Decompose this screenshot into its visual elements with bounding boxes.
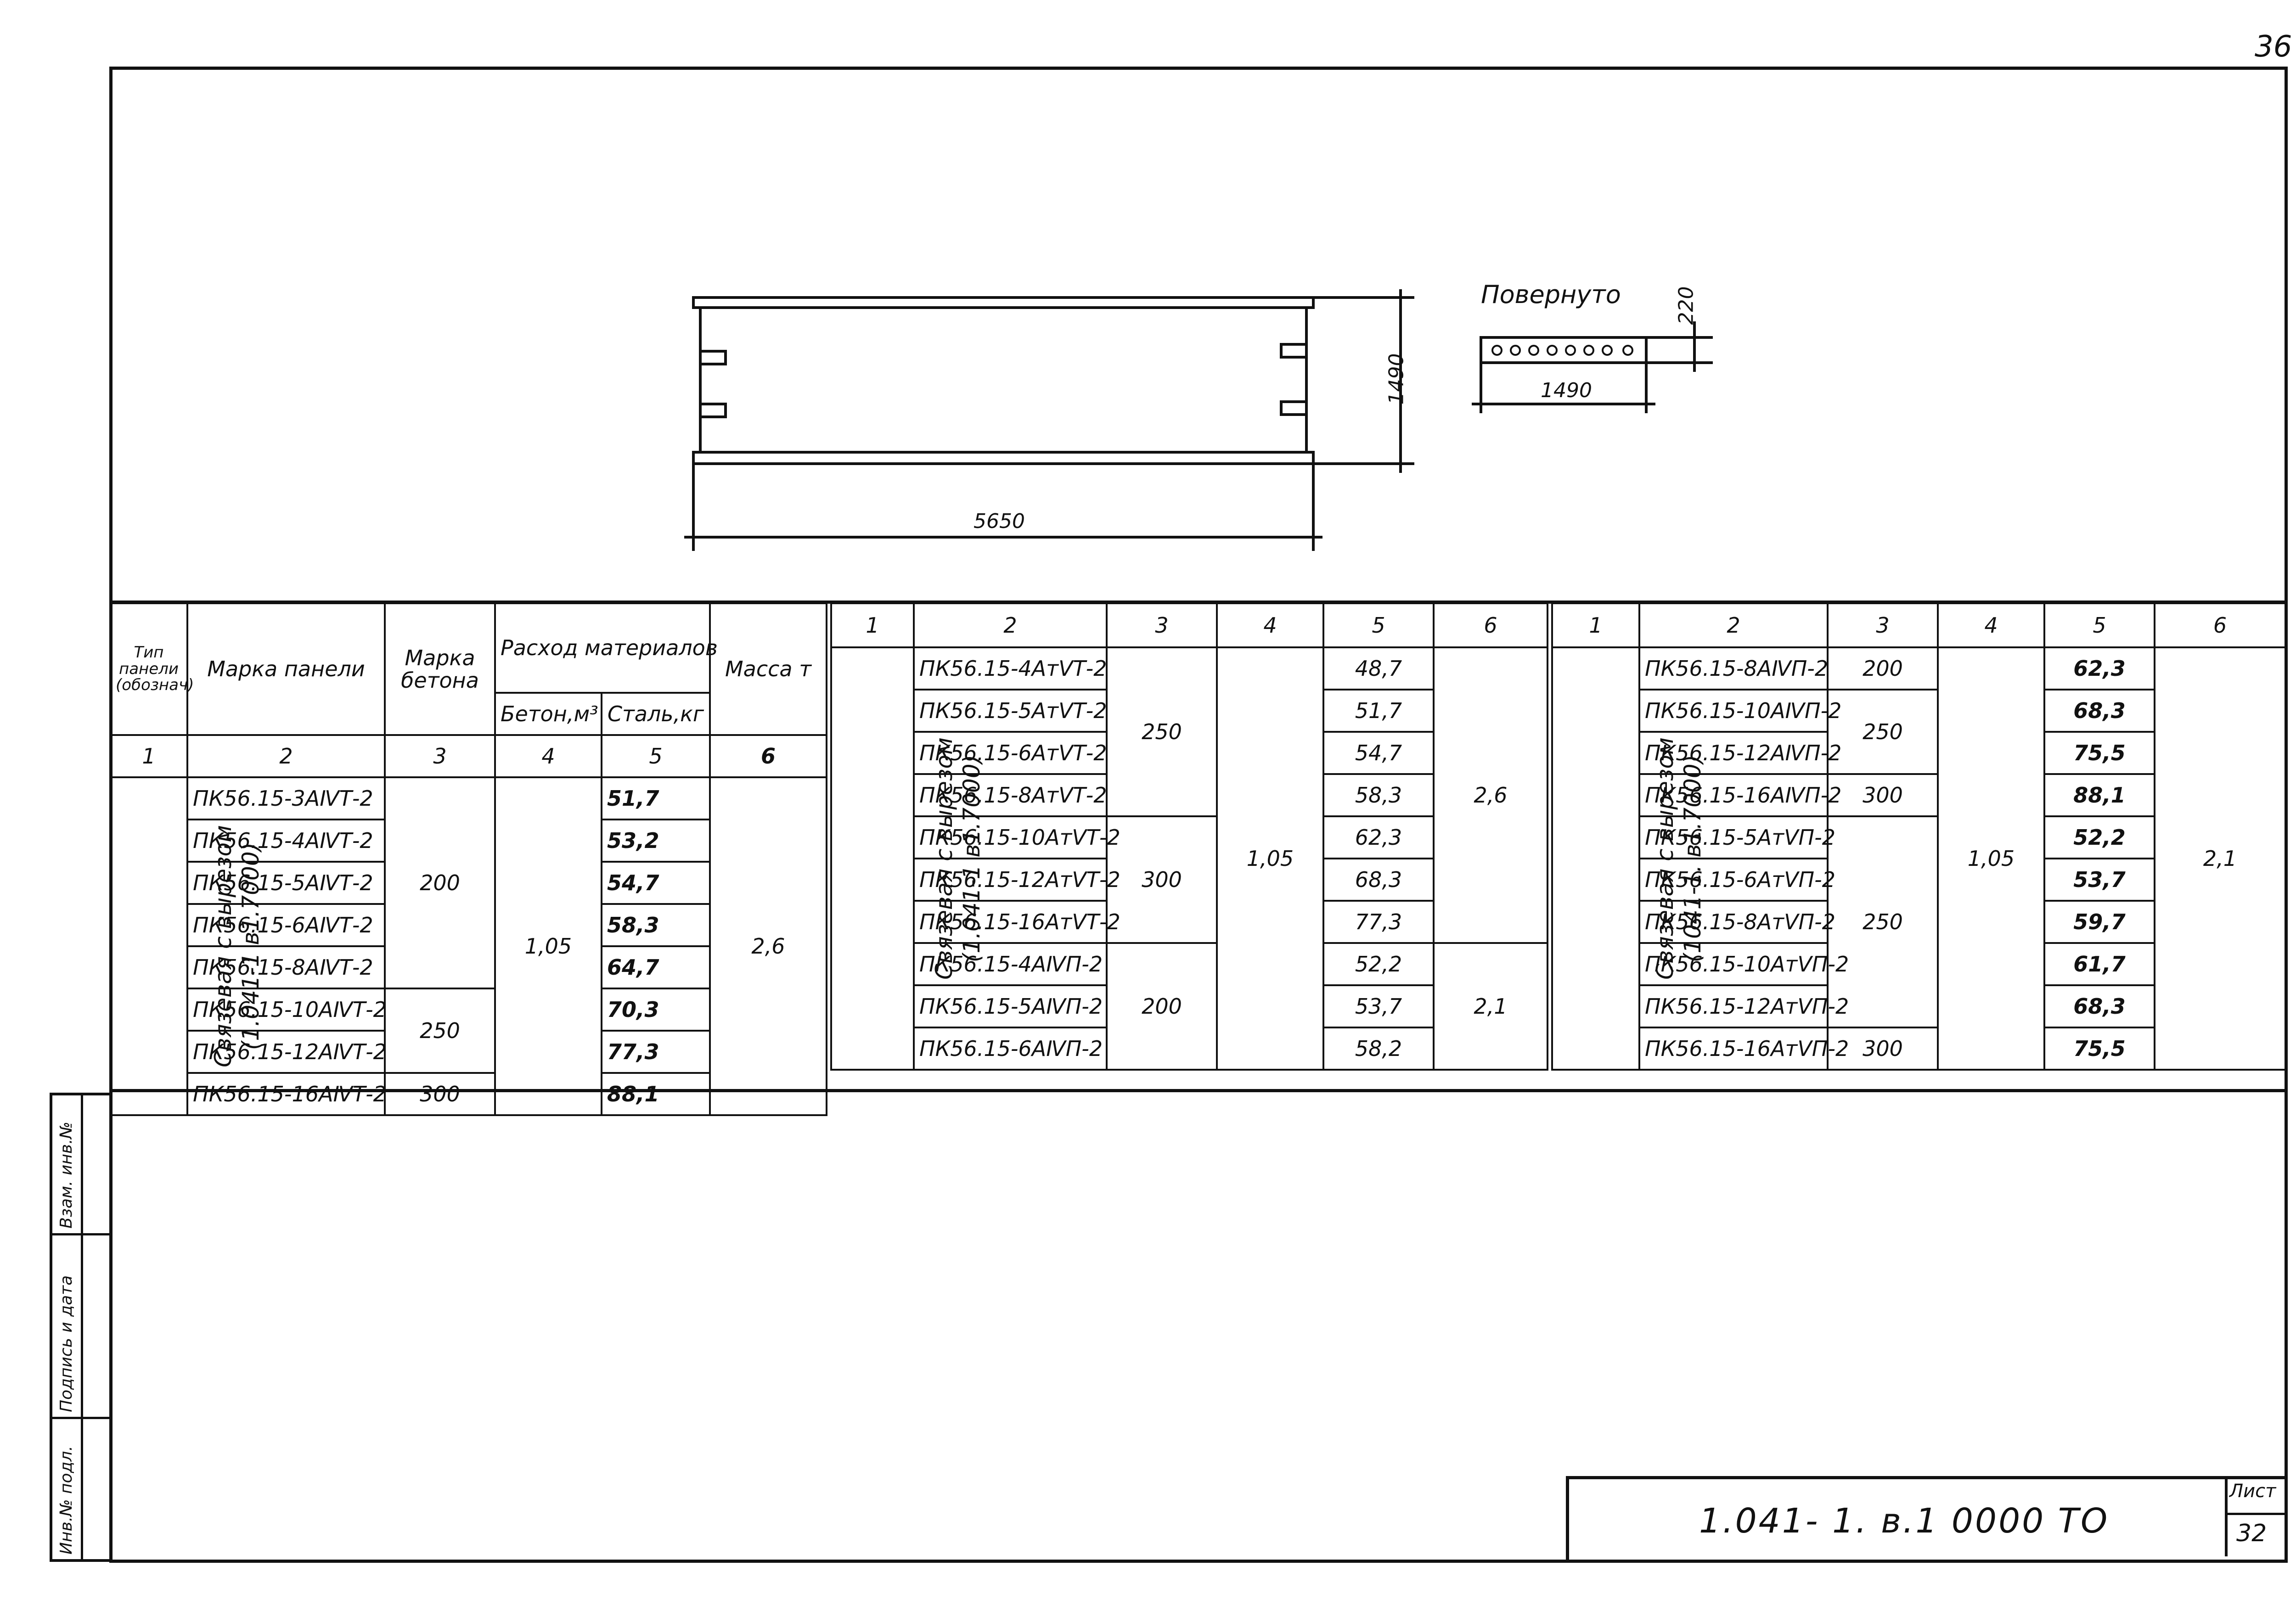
table-row: ПК56.15-6АⅣТ-2: [187, 904, 385, 946]
type-label: Связевая с вырезом (1.041-1 в1.7000): [209, 825, 264, 1067]
header-consumption: Расход материалов: [495, 603, 710, 693]
type-cell: [831, 647, 985, 1070]
col-num-1: 1: [1552, 603, 1639, 647]
steel-cell: 68,3: [1323, 859, 1434, 901]
dim-length: 5650: [974, 510, 1025, 533]
type-label: Связевая с вырезом (1041-1. в1.7000): [1651, 737, 1706, 980]
notch-left-bottom: [700, 404, 726, 417]
steel-cell: 75,5: [2044, 1027, 2155, 1070]
table-row: ПК56.15-16АⅣП-2: [1639, 774, 1828, 816]
dim-rot-thickness: 220: [1674, 286, 1698, 325]
panel-outline: [693, 298, 1313, 464]
header-type: Тип панели (обознач): [110, 603, 187, 735]
steel-cell: 58,3: [602, 904, 710, 946]
concrete-group: 300: [1107, 816, 1217, 943]
steel-cell: 77,3: [602, 1031, 710, 1073]
table-row: ПК56.15-12АтⅤП-2: [1639, 985, 1828, 1027]
steel-cell: 48,7: [1323, 647, 1434, 690]
table-row: ПК56.15-10АⅣП-2: [1639, 690, 1828, 732]
side-strip: [50, 1093, 111, 1562]
steel-cell: 51,7: [602, 777, 710, 820]
table-row: ПК56.15-4АⅣП-2: [914, 943, 1107, 985]
col-num-2: 2: [1639, 603, 1828, 647]
table-row: ПК56.15-10АⅣТ-2: [187, 988, 385, 1031]
col-num-5: 5: [602, 735, 710, 777]
dim-width: 1490: [1384, 353, 1408, 405]
side-sign-date: Подпись и дата: [57, 1275, 76, 1412]
concrete-group: 300: [1828, 774, 1938, 816]
dim-rot-width: 1490: [1541, 379, 1592, 402]
table-row: ПК56.15-4АⅣТ-2: [187, 820, 385, 862]
page-number: 36: [2255, 30, 2292, 64]
steel-cell: 68,3: [2044, 690, 2155, 732]
table-row: ПК56.15-6АтⅤТ-2: [914, 732, 1107, 774]
type-cell: [110, 777, 264, 1115]
table-row: ПК56.15-16АⅣТ-2: [187, 1073, 385, 1115]
document-code: 1.041- 1. в.1 0000 ТО: [1699, 1501, 2110, 1541]
table-row: ПК56.15-5АтⅤП-2: [1639, 816, 1828, 859]
concrete-vol-cell: 1,05: [1217, 647, 1323, 1070]
notch-left-top: [700, 351, 726, 364]
rotated-label: Повернуто: [1481, 280, 1621, 309]
table-row: ПК56.15-12АⅣТ-2: [187, 1031, 385, 1073]
concrete-group: 200: [1828, 647, 1938, 690]
sheet-label: Лист: [2229, 1481, 2276, 1502]
steel-cell: 51,7: [1323, 690, 1434, 732]
steel-cell: 53,7: [2044, 859, 2155, 901]
steel-cell: 62,3: [1323, 816, 1434, 859]
concrete-group: 200: [385, 777, 495, 988]
col-num-5: 5: [2044, 603, 2155, 647]
steel-cell: 58,3: [1323, 774, 1434, 816]
notch-right-top: [1281, 344, 1306, 357]
steel-cell: 75,5: [2044, 732, 2155, 774]
col-num-6: 6: [2155, 603, 2285, 647]
concrete-vol-cell: 1,05: [495, 777, 602, 1115]
table-row: ПК56.15-8АⅣТ-2: [187, 946, 385, 988]
table-row: ПК56.15-5АтⅤТ-2: [914, 690, 1107, 732]
rotated-section: [1481, 337, 1646, 363]
table-row: ПК56.15-10АтⅤТ-2: [914, 816, 1107, 859]
steel-cell: 53,7: [1323, 985, 1434, 1027]
col-num-4: 4: [495, 735, 602, 777]
header-steel: Сталь,кг: [602, 693, 710, 735]
steel-cell: 64,7: [602, 946, 710, 988]
spec-table-left: [109, 602, 827, 1116]
table-row: ПК56.15-4АтⅤТ-2: [914, 647, 1107, 690]
col-num-4: 4: [1938, 603, 2044, 647]
steel-cell: 58,2: [1323, 1027, 1434, 1070]
table-row: ПК56.15-5АⅣП-2: [914, 985, 1107, 1027]
steel-cell: 59,7: [2044, 901, 2155, 943]
header-concrete: Марка бетона: [385, 603, 495, 735]
table-row: ПК56.15-5АⅣТ-2: [187, 862, 385, 904]
col-num-5: 5: [1323, 603, 1434, 647]
spec-table-middle: [830, 602, 1548, 1071]
table-row: ПК56.15-8АтⅤП-2: [1639, 901, 1828, 943]
col-num-6: 6: [1434, 603, 1548, 647]
notch-right-bottom: [1281, 402, 1306, 415]
steel-cell: 88,1: [2044, 774, 2155, 816]
col-num-6: 6: [710, 735, 827, 777]
concrete-group: 250: [1107, 647, 1217, 816]
side-replace-inv: Взам. инв.№: [57, 1122, 76, 1229]
col-num-4: 4: [1217, 603, 1323, 647]
col-num-3: 3: [1828, 603, 1938, 647]
table-row: ПК56.15-10АтⅤП-2: [1639, 943, 1828, 985]
concrete-group: 250: [1828, 690, 1938, 774]
steel-cell: 62,3: [2044, 647, 2155, 690]
table-row: ПК56.15-6АтⅤП-2: [1639, 859, 1828, 901]
mass-cell: 2,6: [1434, 647, 1548, 943]
table-row: ПК56.15-16АтⅤП-2: [1639, 1027, 1828, 1070]
type-label: Связевая с вырезом (1.041-1 в1.7000): [930, 737, 985, 980]
concrete-group: 250: [1828, 816, 1938, 1027]
col-num-1: 1: [110, 735, 187, 777]
steel-cell: 53,2: [602, 820, 710, 862]
col-num-2: 2: [187, 735, 385, 777]
type-cell: [1552, 647, 1706, 1070]
concrete-group: 300: [385, 1073, 495, 1115]
concrete-vol-cell: 1,05: [1938, 647, 2044, 1070]
mass-cell: 2,6: [710, 777, 827, 1115]
col-num-2: 2: [914, 603, 1107, 647]
mass-cell: 2,1: [2155, 647, 2285, 1070]
steel-cell: 52,2: [1323, 943, 1434, 985]
table-row: ПК56.15-6АⅣП-2: [914, 1027, 1107, 1070]
concrete-group: 300: [1828, 1027, 1938, 1070]
col-num-3: 3: [1107, 603, 1217, 647]
col-num-3: 3: [385, 735, 495, 777]
steel-cell: 68,3: [2044, 985, 2155, 1027]
spec-table-right: [1551, 602, 2286, 1071]
steel-cell: 77,3: [1323, 901, 1434, 943]
header-concrete-vol: Бетон,м³: [495, 693, 602, 735]
steel-cell: 54,7: [1323, 732, 1434, 774]
concrete-group: 200: [1107, 943, 1217, 1070]
steel-cell: 52,2: [2044, 816, 2155, 859]
header-mass: Масса т: [710, 603, 827, 735]
table-row: ПК56.15-3АⅣТ-2: [187, 777, 385, 820]
header-mark: Марка панели: [187, 603, 385, 735]
table-row: ПК56.15-8АтⅤТ-2: [914, 774, 1107, 816]
steel-cell: 54,7: [602, 862, 710, 904]
col-num-1: 1: [831, 603, 914, 647]
sheet-number: 32: [2236, 1520, 2267, 1547]
table-row: ПК56.15-16АтⅤТ-2: [914, 901, 1107, 943]
steel-cell: 70,3: [602, 988, 710, 1031]
steel-cell: 88,1: [602, 1073, 710, 1115]
table-row: ПК56.15-8АⅣП-2: [1639, 647, 1828, 690]
concrete-group: 250: [385, 988, 495, 1073]
mass-cell: 2,1: [1434, 943, 1548, 1070]
side-inv-orig: Инв.№ подл.: [57, 1446, 76, 1555]
table-row: ПК56.15-12АⅣП-2: [1639, 732, 1828, 774]
table-row: ПК56.15-12АтⅤТ-2: [914, 859, 1107, 901]
steel-cell: 61,7: [2044, 943, 2155, 985]
